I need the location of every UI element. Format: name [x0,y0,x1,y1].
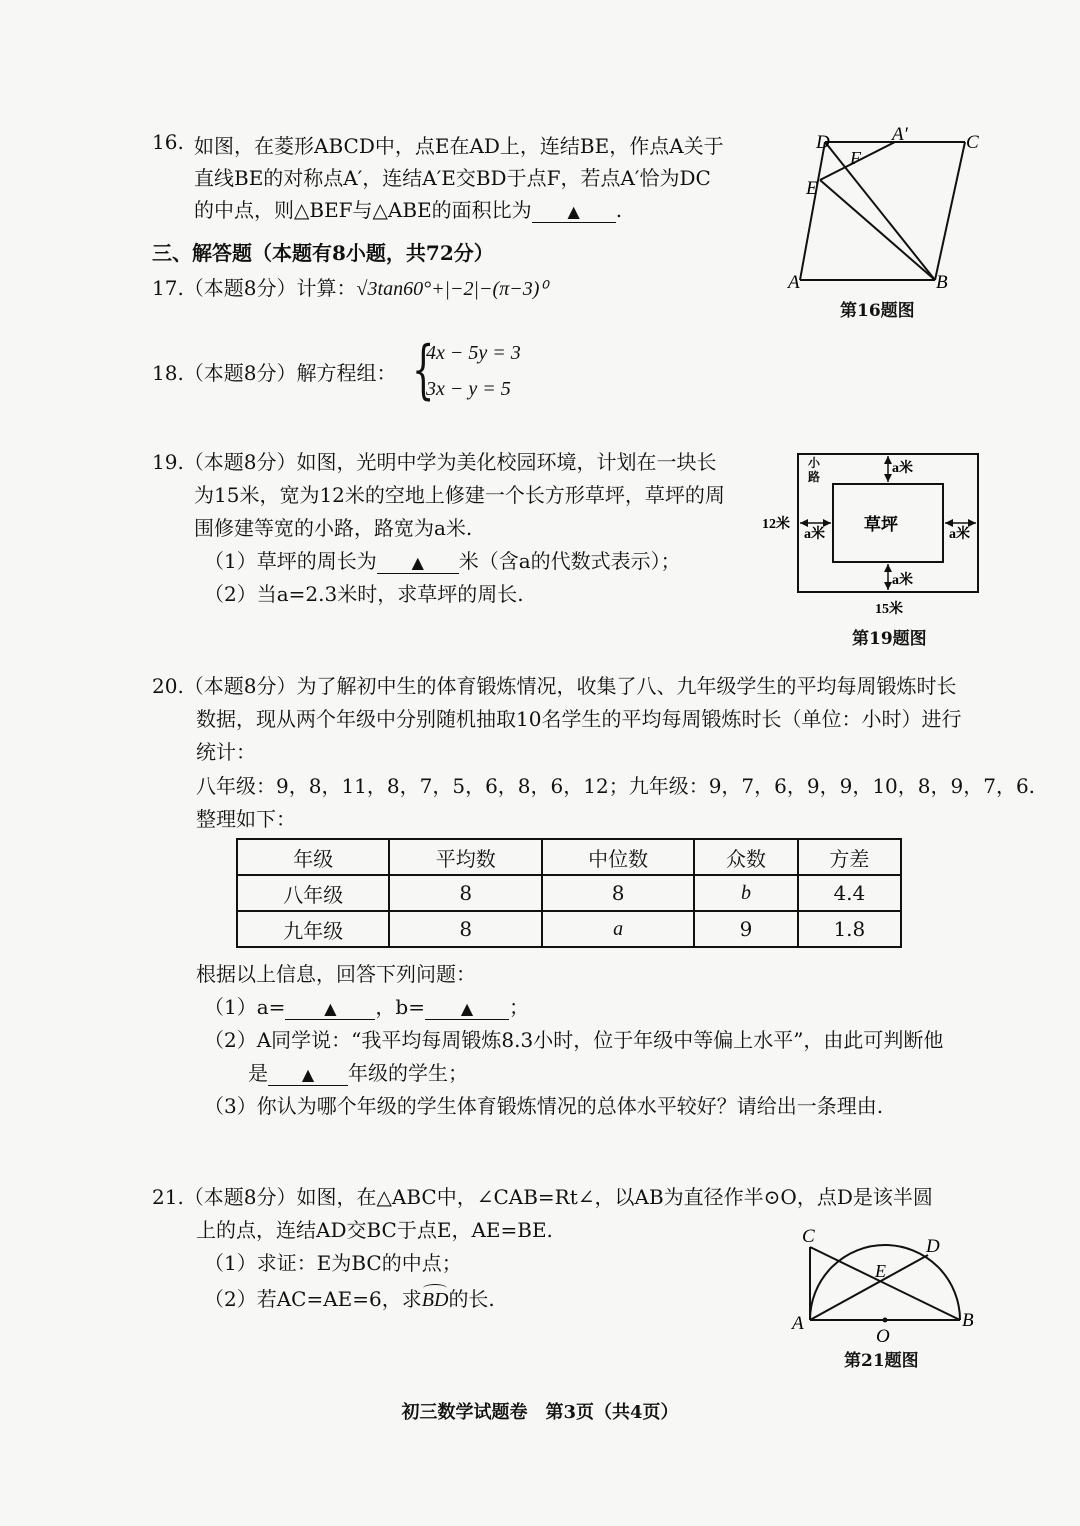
q16-line3 [194,194,622,223]
q19-lawn-figure [760,446,990,626]
table-cell: b [694,875,797,911]
q16-line3-text: 的中点，则△BEF与△ABE的面积比为 [194,198,532,222]
table-header-cell: 中位数 [542,839,694,875]
table-cell: 9 [694,911,797,947]
q20-line3: 统计： [196,740,256,764]
q21-segment-cb [810,1247,960,1320]
q19-label-width: 12米 [762,517,790,532]
q19-figure-caption: 第19题图 [852,629,927,649]
q20-sub1-end: ； [508,995,529,1019]
q17 [152,272,547,301]
q16-number: 16. [152,130,184,154]
q21-sub2-pre: （2）若AC=AE=6，求 [204,1287,422,1311]
q20-sub3: （3）你认为哪个年级的学生体育锻炼情况的总体水平较好？请给出一条理由. [204,1094,884,1118]
q21-center-o [883,1318,888,1323]
q20-sub2-post: 年级的学生； [348,1061,468,1085]
q19-arrowhead-bottom-down [884,582,892,590]
q20-answer-blank-grade[interactable] [268,1061,348,1086]
q20-organize: 整理如下： [196,807,296,831]
arc-symbol [423,1284,448,1293]
q19-arrowhead-right-b [968,519,976,527]
q19-arrowhead-top-down [884,474,892,482]
table-row [237,911,901,947]
q21-label-d: D [926,1236,940,1257]
table-header-cell: 众数 [694,839,797,875]
page-footer: 初三数学试题卷 第3页（共4页） [401,1402,679,1423]
q16-label-b: B [936,272,948,293]
q21-sub1: （1）求证：E为BC的中点； [204,1251,462,1275]
q21-arc-bd [422,1289,449,1312]
q16-label-d: D [816,132,830,153]
q16-line1: 如图，在菱形ABCD中，点E在AD上，连结BE，作点A关于 [194,134,724,158]
q16-label-f: F [850,148,861,168]
q21-semicircle-figure [780,1222,990,1352]
q20-data-line: 八年级：9，8，11，8，7，5，6，8，6，12；九年级：9，7，6，9，9，10，8，9，7，6. [196,774,1036,798]
q18-equation-2: 3x − y = 5 [426,378,511,400]
table-row [237,875,901,911]
q19-line3: 围修建等宽的小路，路宽为a米. [194,516,473,540]
section-heading: 三、解答题（本题有8小题，共72分） [152,241,494,265]
q21-label-b: B [962,1310,974,1331]
table-cell: 8 [542,875,694,911]
q21-line1: 21.（本题8分）如图，在△ABC中，∠CAB=Rt∠，以AB为直径作半⊙O，点D是该半圆 [152,1185,933,1209]
q19-answer-blank[interactable] [377,549,459,574]
q16-segment-eb [820,180,935,280]
table-cell: 八年级 [237,875,389,911]
q19-arrowhead-left-a [800,519,808,527]
q20-line1: 20.（本题8分）为了解初中生的体育锻炼情况，收集了八、九年级学生的平均每周锻炼时长 [152,674,957,698]
q20-answer-blank-a[interactable] [285,995,375,1020]
table-cell: 1.8 [798,911,901,947]
q19-arrowhead-bottom-up [884,564,892,572]
table-header-cell: 年级 [237,839,389,875]
table-header-cell: 方差 [798,839,901,875]
q17-head: 17.（本题8分）计算： [152,276,357,300]
q19-arrowhead-left-b [823,519,831,527]
q21-sub2-post: 的长. [448,1287,495,1311]
answer-placeholder-triangle: ▲ [460,999,474,1018]
q19-label-a-top: a米 [892,461,913,476]
q19-label-length: 15米 [875,602,903,617]
q20-answer-blank-b[interactable] [425,995,509,1020]
q19-label-a-right: a米 [949,527,970,542]
q16-label-c: C [966,132,979,153]
answer-placeholder-triangle: ▲ [301,1065,315,1084]
q21-label-a: A [792,1313,804,1334]
q21-line2: 上的点，连结AD交BC于点E，AE=BE. [196,1218,553,1242]
q20-sub1-b: ，b= [375,995,425,1019]
table-cell: 8 [389,911,541,947]
q21-sub2 [204,1283,495,1312]
q18-brace: { [412,333,435,407]
q19-label-road: 小路 [808,456,821,484]
q20-sub2-pre: 是 [248,1061,268,1085]
q19-label-a-left: a米 [804,527,825,542]
q19-sub2: （2）当a=2.3米时，求草坪的周长. [204,582,524,606]
table-header-row [237,839,901,875]
q21-segment-ad [810,1255,928,1320]
answer-placeholder-triangle: ▲ [567,202,580,221]
q16-rhombus-figure [780,120,1000,300]
q19-sub1-post: 米（含a的代数式表示）； [458,549,681,573]
q21-label-o: O [876,1326,890,1347]
table-cell: 8 [389,875,541,911]
q16-edge-cb [935,142,965,280]
q20-sub2-line2 [248,1057,468,1086]
q19-arrowhead-right-a [945,519,953,527]
q16-edge-ad [800,142,825,280]
q19-sub1-pre: （1）草坪的周长为 [204,549,377,573]
q16-line2: 直线BE的对称点A′，连结A′E交BD于点F，若点A′恰为DC [194,166,711,190]
q18-equation-1: 4x − 5y = 3 [426,342,521,364]
q21-label-e: E [875,1261,886,1281]
q16-label-a-prime: A′ [892,124,908,145]
q19-sub1 [204,545,681,574]
q16-label-a: A [788,272,800,293]
q21-arc-bd-label: BD [421,1289,449,1311]
q18-head: 18.（本题8分）解方程组： [152,361,397,385]
q19-label-a-bottom: a米 [892,573,913,588]
q19-line2: 为15米，宽为12米的空地上修建一个长方形草坪，草坪的周 [194,483,725,507]
q21-figure-caption: 第21题图 [844,1351,919,1371]
answer-placeholder-triangle: ▲ [411,553,424,572]
q20-sub1-a: （1）a= [204,995,286,1019]
q17-formula: √3tan60°+|−2|−(π−3)⁰ [356,278,548,300]
q16-label-e: E [806,178,818,199]
q16-period: . [615,198,623,222]
q20-line2: 数据，现从两个年级中分别随机抽取10名学生的平均每周锻炼时长（单位：小时）进行 [196,707,962,731]
q20-sub2-line1: （2）A同学说：“我平均每周锻炼8.3小时，位于年级中等偏上水平”，由此可判断他 [204,1028,944,1052]
q16-figure-caption: 第16题图 [840,301,915,321]
table-header-cell: 平均数 [389,839,541,875]
table-cell: a [542,911,694,947]
q19-arrowhead-top-up [884,456,892,464]
q16-diagonal-db [825,142,935,280]
table-cell: 4.4 [798,875,901,911]
q20-sub1 [204,991,529,1020]
q20-stats-table [236,838,902,948]
q19-label-lawn: 草坪 [864,515,898,534]
q21-label-c: C [802,1226,815,1247]
q16-answer-blank[interactable] [532,198,616,223]
answer-placeholder-triangle: ▲ [324,999,337,1018]
table-cell: 九年级 [237,911,389,947]
q19-line1: 19.（本题8分）如图，光明中学为美化校园环境，计划在一块长 [152,450,717,474]
q20-prompt: 根据以上信息，回答下列问题： [196,962,476,986]
